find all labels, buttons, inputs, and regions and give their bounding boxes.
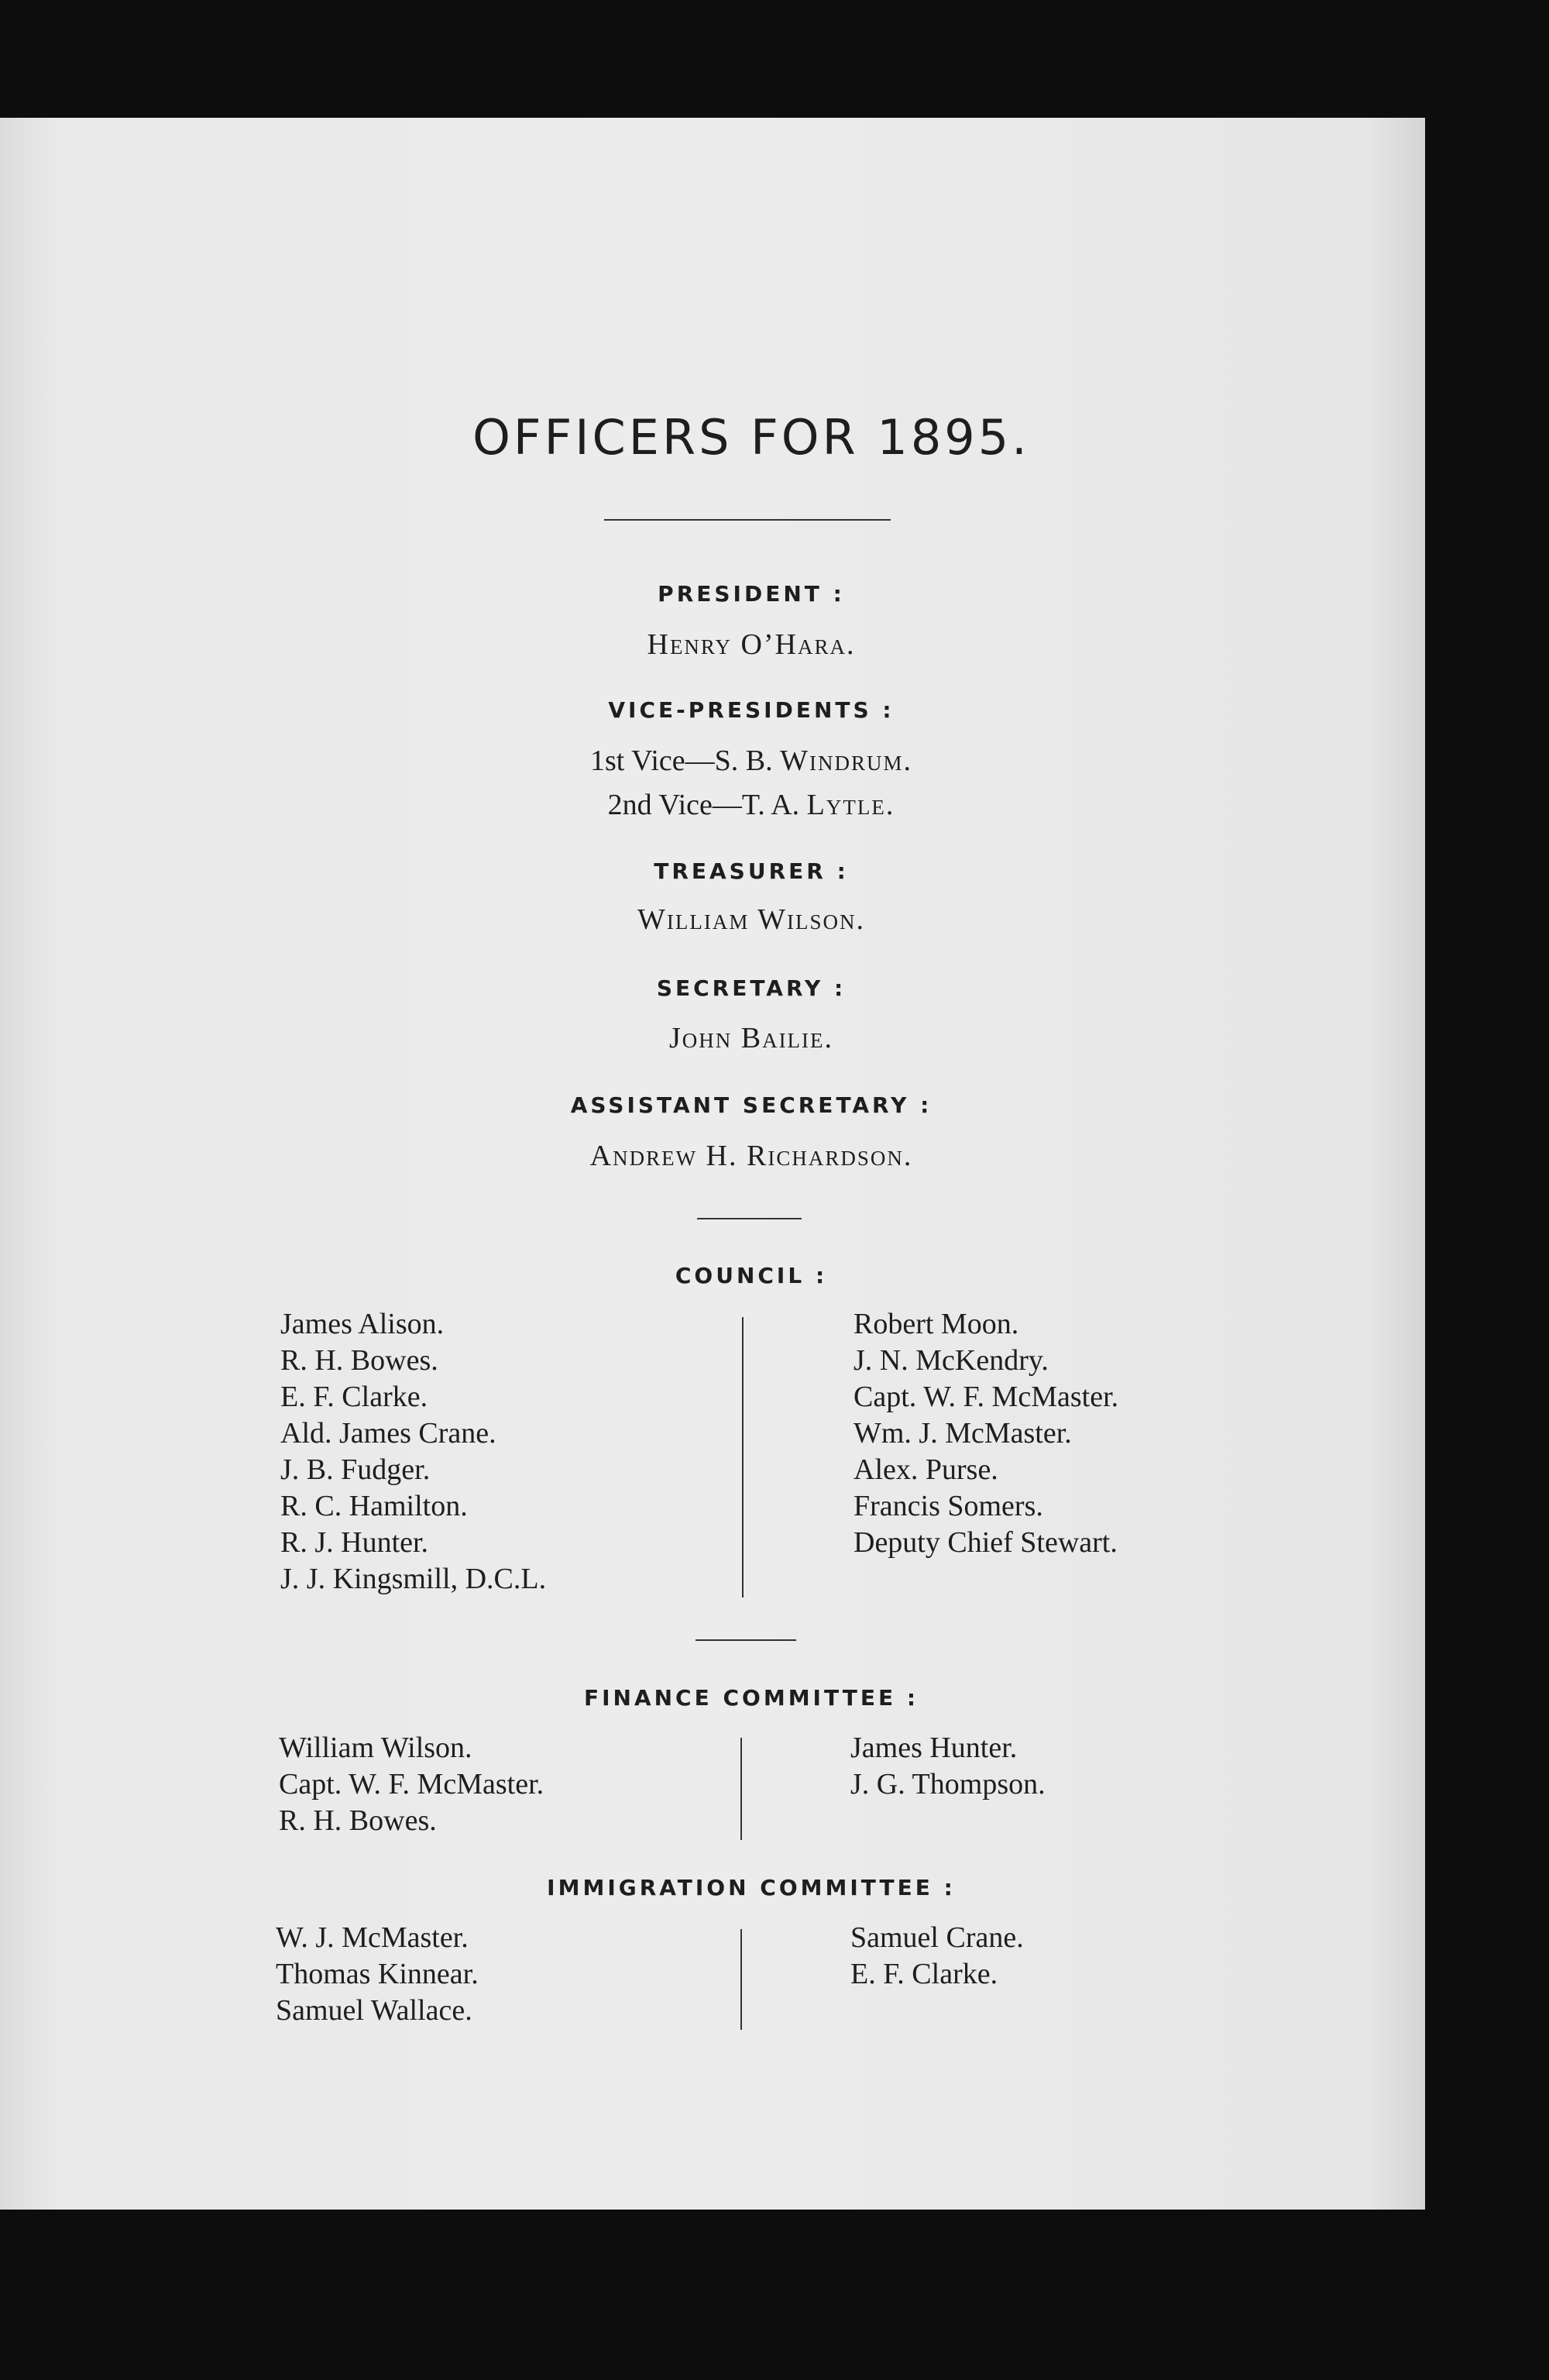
finance-committee-right-column bbox=[850, 1730, 1046, 1803]
list-item: R. H. Bowes. bbox=[279, 1804, 437, 1837]
finance-column-divider bbox=[740, 1738, 742, 1840]
list-item: J. B. Fudger. bbox=[280, 1453, 431, 1486]
list-item: Deputy Chief Stewart. bbox=[853, 1526, 1118, 1559]
president-name: Henry O’Hara. bbox=[647, 628, 856, 661]
first-vice-president bbox=[0, 744, 1503, 778]
immigration-column-divider bbox=[740, 1929, 742, 2030]
list-item: W. J. McMaster. bbox=[276, 1921, 469, 1954]
list-item: Thomas Kinnear. bbox=[276, 1958, 479, 1990]
list-item: Ald. James Crane. bbox=[280, 1417, 496, 1450]
second-vice-president-surname: Lytle. bbox=[806, 789, 895, 821]
immigration-committee-left-column bbox=[276, 1920, 479, 2029]
list-item: Robert Moon. bbox=[853, 1308, 1019, 1340]
list-item: J. G. Thompson. bbox=[850, 1768, 1046, 1800]
list-item: J. J. Kingsmill, D.C.L. bbox=[280, 1563, 547, 1595]
council-label: COUNCIL : bbox=[675, 1263, 828, 1288]
list-item: Capt. W. F. McMaster. bbox=[853, 1381, 1119, 1413]
list-item: Samuel Crane. bbox=[850, 1921, 1024, 1954]
president-label: PRESIDENT : bbox=[658, 581, 845, 607]
second-vice-president bbox=[0, 788, 1503, 822]
assistant-secretary-label: ASSISTANT SECRETARY : bbox=[570, 1092, 932, 1118]
treasurer-name: William Wilson. bbox=[637, 903, 866, 936]
first-vice-president-prefix: 1st Vice—S. B. bbox=[590, 745, 781, 777]
finance-committee-left-column bbox=[279, 1730, 544, 1839]
council-left-column bbox=[280, 1306, 546, 1598]
section-rule bbox=[697, 1218, 802, 1219]
list-item: James Hunter. bbox=[850, 1732, 1018, 1764]
section-rule bbox=[696, 1639, 796, 1641]
second-vice-president-prefix: 2nd Vice—T. A. bbox=[607, 789, 807, 821]
page-title: OFFICERS FOR 1895. bbox=[472, 409, 1030, 466]
treasurer-label: TREASURER : bbox=[654, 858, 849, 884]
assistant-secretary-name: Andrew H. Richardson. bbox=[589, 1140, 913, 1172]
list-item: Alex. Purse. bbox=[853, 1453, 998, 1486]
finance-committee-label: FINANCE COMMITTEE : bbox=[583, 1685, 919, 1711]
list-item: R. H. Bowes. bbox=[280, 1344, 438, 1377]
first-vice-president-surname: Windrum. bbox=[780, 745, 912, 777]
vice-presidents-label: VICE-PRESIDENTS : bbox=[608, 697, 895, 723]
list-item: Samuel Wallace. bbox=[276, 1994, 472, 2027]
list-item: Francis Somers. bbox=[853, 1490, 1043, 1522]
council-column-divider bbox=[742, 1317, 744, 1598]
list-item: R. C. Hamilton. bbox=[280, 1490, 468, 1522]
list-item: James Alison. bbox=[280, 1308, 445, 1340]
secretary-label: SECRETARY : bbox=[656, 975, 847, 1001]
list-item: Capt. W. F. McMaster. bbox=[279, 1768, 544, 1800]
list-item: Wm. J. McMaster. bbox=[853, 1417, 1072, 1450]
list-item: E. F. Clarke. bbox=[850, 1958, 998, 1990]
list-item: J. N. McKendry. bbox=[853, 1344, 1049, 1377]
council-right-column bbox=[853, 1306, 1118, 1561]
list-item: William Wilson. bbox=[279, 1732, 472, 1764]
immigration-committee-label: IMMIGRATION COMMITTEE : bbox=[547, 1875, 956, 1900]
secretary-name: John Bailie. bbox=[668, 1022, 834, 1054]
immigration-committee-right-column bbox=[850, 1920, 1024, 1993]
list-item: R. J. Hunter. bbox=[280, 1526, 429, 1559]
title-rule bbox=[604, 519, 891, 521]
list-item: E. F. Clarke. bbox=[280, 1381, 428, 1413]
